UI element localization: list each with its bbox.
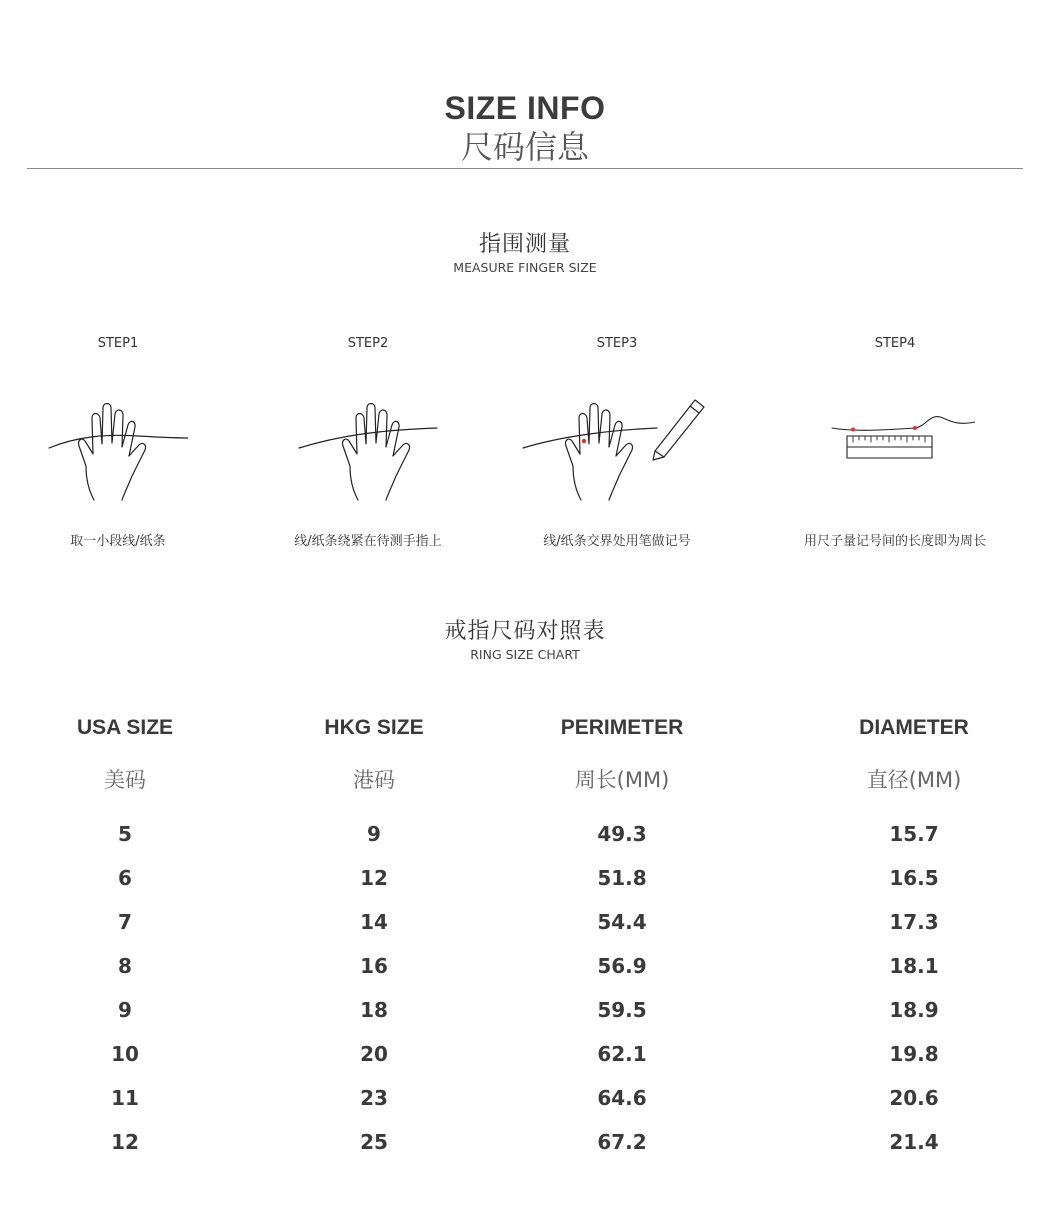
table-cell: 51.8 (597, 866, 647, 890)
step-desc: 线/纸条绕紧在待测手指上 (294, 534, 442, 549)
table-cell: 67.2 (597, 1130, 647, 1154)
column-cells (522, 812, 722, 1164)
step-1 (0, 330, 238, 549)
column-header-en: DIAMETER (859, 716, 969, 739)
step-label: STEP2 (347, 336, 389, 351)
column-perimeter (522, 708, 722, 1164)
column-cells (25, 812, 225, 1164)
column-hkg-size (274, 708, 474, 1164)
step-label: STEP3 (596, 336, 638, 351)
table-cell: 20.6 (889, 1086, 939, 1110)
chart-section-title (0, 618, 1050, 664)
page-header (0, 88, 1050, 166)
measure-title-zh: 指围测量 (478, 232, 571, 257)
table-cell: 10 (111, 1042, 139, 1066)
hand-string-icon (48, 394, 188, 502)
column-header-zh: 周长(MM) (574, 768, 670, 792)
table-cell: 19.8 (889, 1042, 939, 1066)
table-cell: 12 (360, 866, 388, 890)
measure-title-en: MEASURE FINGER SIZE (453, 260, 597, 275)
table-cell: 20 (360, 1042, 388, 1066)
table-cell: 7 (118, 910, 132, 934)
table-cell: 18.1 (889, 954, 939, 978)
column-usa-size (25, 708, 225, 1164)
table-cell: 49.3 (597, 822, 647, 846)
page-title-en: SIZE INFO (444, 90, 606, 126)
table-cell: 11 (111, 1086, 139, 1110)
table-cell: 8 (118, 954, 132, 978)
column-cells (814, 812, 1014, 1164)
hand-wrap-icon (298, 394, 438, 502)
table-cell: 23 (360, 1086, 388, 1110)
step-desc: 线/纸条交界处用笔做记号 (543, 534, 691, 549)
step-label: STEP1 (97, 336, 139, 351)
header-divider (27, 168, 1023, 169)
column-header-zh: 港码 (353, 768, 395, 792)
table-cell: 9 (118, 998, 132, 1022)
table-cell: 9 (367, 822, 381, 846)
table-cell: 56.9 (597, 954, 647, 978)
table-cell: 54.4 (597, 910, 647, 934)
step-4 (775, 330, 1015, 549)
hand-pen-mark-icon (522, 394, 712, 502)
table-cell: 14 (360, 910, 388, 934)
table-cell: 25 (360, 1130, 388, 1154)
table-cell: 16.5 (889, 866, 939, 890)
table-cell: 62.1 (597, 1042, 647, 1066)
column-header-en: HKG SIZE (324, 716, 424, 739)
measure-section-title (0, 231, 1050, 277)
column-header-zh: 美码 (104, 768, 146, 792)
table-cell: 18.9 (889, 998, 939, 1022)
step-desc: 用尺子量记号间的长度即为周长 (803, 534, 986, 549)
step-label: STEP4 (874, 336, 916, 351)
column-cells (274, 812, 474, 1164)
table-cell: 15.7 (889, 822, 939, 846)
table-cell: 64.6 (597, 1086, 647, 1110)
column-header-en: USA SIZE (76, 716, 174, 739)
chart-title-en: RING SIZE CHART (470, 647, 580, 662)
step-3 (497, 330, 737, 549)
column-diameter (814, 708, 1014, 1164)
page-title-zh: 尺码信息 (460, 128, 589, 166)
column-header-en: PERIMETER (560, 716, 684, 739)
column-header-zh: 直径(MM) (866, 768, 962, 792)
table-cell: 17.3 (889, 910, 939, 934)
step-2 (248, 330, 488, 549)
measure-steps (0, 330, 1050, 570)
table-cell: 6 (118, 866, 132, 890)
table-cell: 12 (111, 1130, 139, 1154)
table-cell: 21.4 (889, 1130, 939, 1154)
chart-title-zh: 戒指尺码对照表 (444, 619, 606, 644)
step-desc: 取一小段线/纸条 (70, 534, 166, 549)
table-cell: 16 (360, 954, 388, 978)
ruler-icon (815, 394, 975, 502)
table-cell: 18 (360, 998, 388, 1022)
table-cell: 59.5 (597, 998, 647, 1022)
table-cell: 5 (118, 822, 132, 846)
